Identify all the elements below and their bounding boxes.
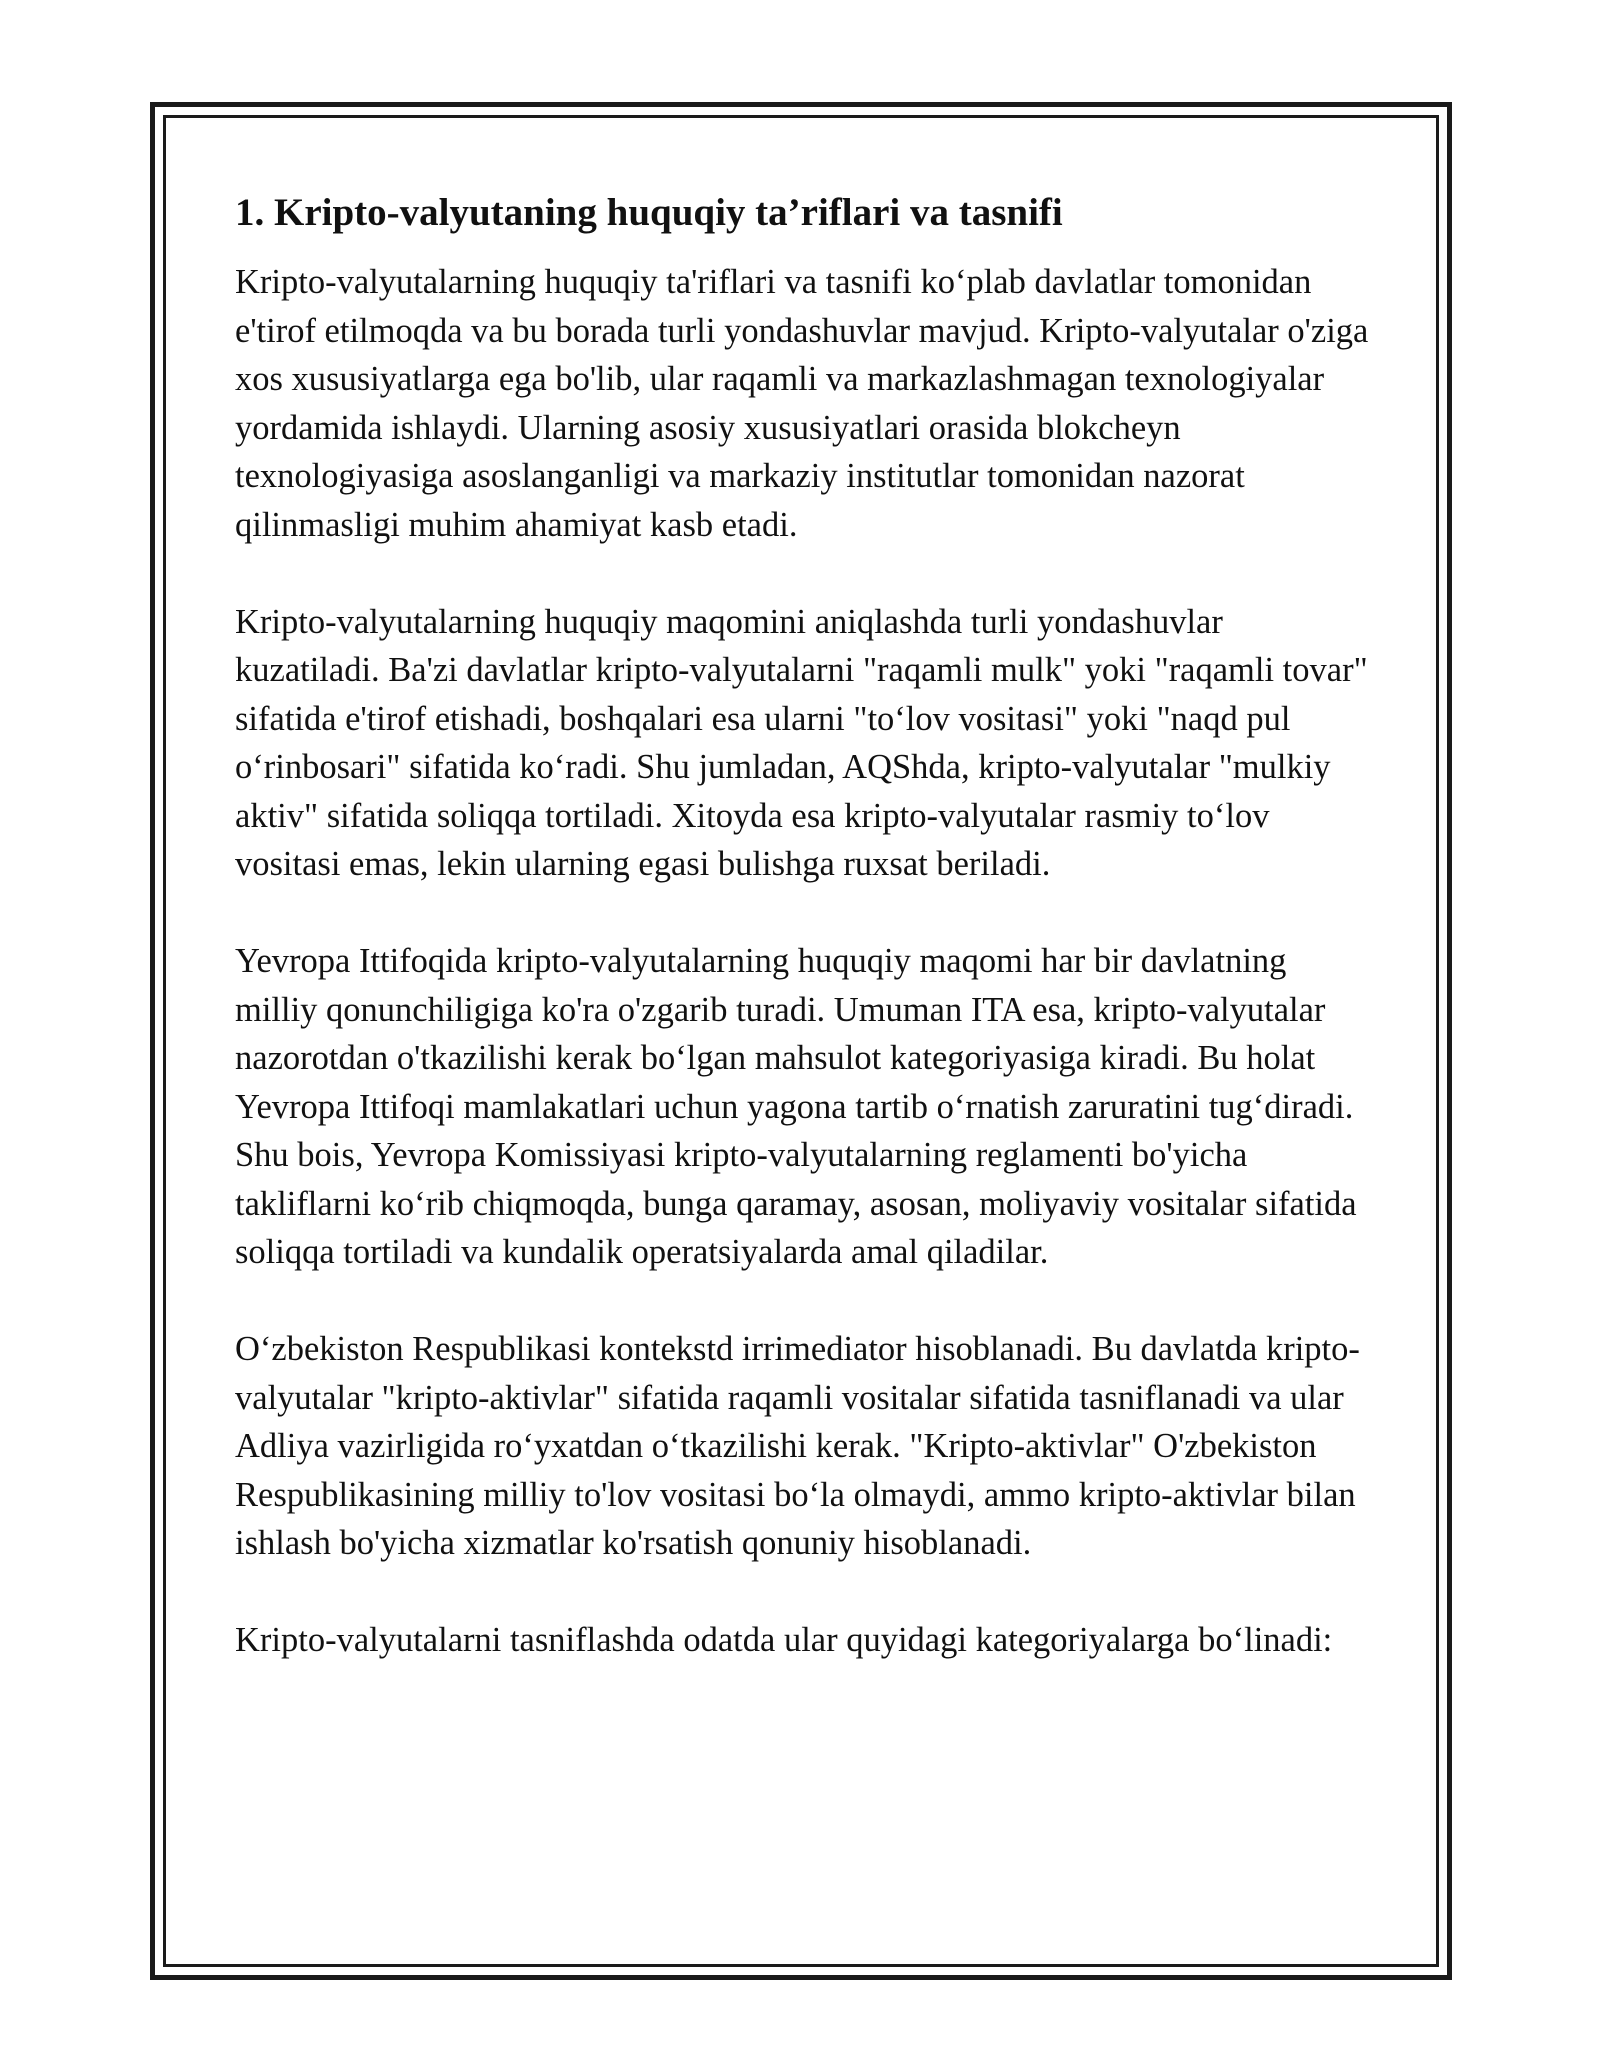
paragraph-legal-status: Kripto-valyutalarning huquqiy maqomini aniqlashda turli yondashuvlar kuzatiladi. Ba'zi davlatlar kripto-valyutalarni "raqamli mulk" yoki "raqamli tovar" sifatida e'tirof etishadi, boshqalari esa ularni "to‘lov vositasi" yoki "naqd pul o‘rinbosari" sifatida ko‘radi. Shu jumladan, AQShda, kripto-valyutalar "mulkiy aktiv" sifatida soliqqa tortiladi. Xitoyda esa kripto-valyutalar rasmiy to‘lov vositasi emas, lekin ularning egasi bulishga ruxsat beriladi. xyxy=(235,602,1368,883)
paragraph-european-union: Yevropa Ittifoqida kripto-valyutalarning huquqiy maqomi har bir davlatning milliy qonunchiligiga ko'ra o'zgarib turadi. Umuman ITA esa, kripto-valyutalar nazorotdan o'tkazilishi kerak bo‘lgan mahsulot kategoriyasiga kiradi. Bu holat Yevropa Ittifoqi mamlakatlari uchun yagona tartib o‘rnatish zaruratini tug‘diradi. Shu bois, Yevropa Komissiyasi kripto-valyutalarning reglamenti bo'yicha takliflarni ko‘rib chiqmoqda, bunga qaramay, asosan, moliyaviy vositalar sifatida soliqqa tortiladi va kundalik operatsiyalarda amal qiladilar. xyxy=(235,942,1357,1271)
paragraph-definitions: Kripto-valyutalarning huquqiy ta'riflari va tasnifi ko‘plab davlatlar tomonidan e'tirof etilmoqda va bu borada turli yondashuvlar mavjud. Kripto-valyutalar o'ziga xos xususiyatlarga ega bo'lib, ular raqamli va markazlashmagan texnologiyalar yordamida ishlaydi. Ularning asosiy xususiyatlari orasida blokcheyn texnologiyasiga asoslanganligi va markaziy institutlar tomonidan nazorat qilinmasligi muhim ahamiyat kasb etadi. xyxy=(235,263,1369,544)
paragraph-uzbekistan: O‘zbekiston Respublikasi kontekstd irrimediator hisoblanadi. Bu davlatda kripto-valyutalar "kripto-aktivlar" sifatida raqamli vositalar sifatida tasniflanadi va ular Adliya vazirligida ro‘yxatdan o‘tkazilishi kerak. "Kripto-aktivlar" O'zbekiston Respublikasining milliy to'lov vositasi bo‘la olmaydi, ammo kripto-aktivlar bilan ishlash bo'yicha xizmatlar ko'rsatish qonuniy hisoblanadi. xyxy=(235,1330,1360,1562)
paragraph-classification-intro: Kripto-valyutalarni tasniflashda odatda ular quyidagi kategoriyalarga bo‘linadi: xyxy=(235,1621,1333,1659)
section-heading: 1. Kripto-valyutaning huquqiy ta’riflari va tasnifi xyxy=(235,191,1063,234)
document-body xyxy=(235,188,1375,1713)
